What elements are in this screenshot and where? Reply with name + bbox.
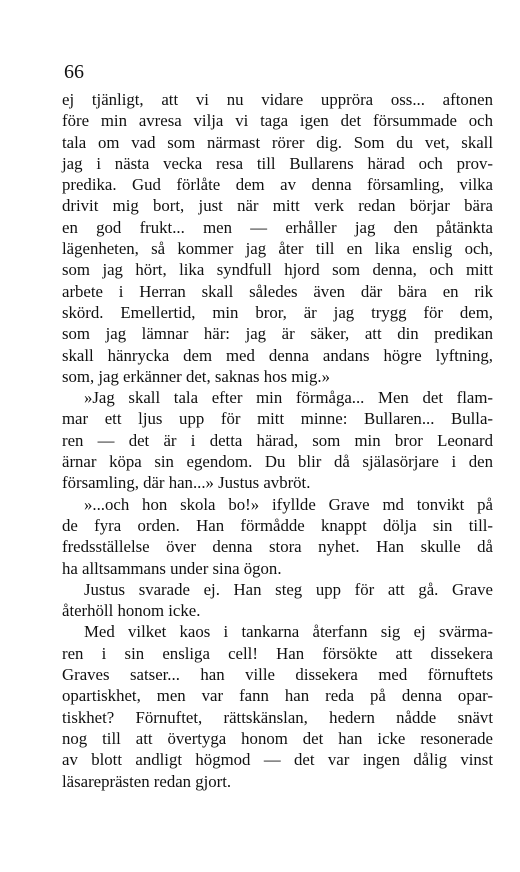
paragraph-2 (62, 387, 493, 493)
paragraph-4 (62, 579, 493, 622)
text-line: Graves satser... han ville dissekera med förnuftets (62, 665, 493, 685)
text-line: läsareprästen redan gjort. (62, 771, 232, 791)
text-line: före min avresa vilja vi taga igen det försummade och (62, 111, 493, 131)
text-line: av blott andligt högmod — det var ingen dålig vinst (62, 750, 493, 770)
text-line: Med vilket kaos i tankarna återfann sig ej svärma- (84, 622, 493, 642)
text-line: skall hänrycka dem med denna andans högre lyftning, (62, 345, 493, 365)
text-line: opartiskhet, men var fann han reda på denna opar- (62, 686, 493, 706)
text-line: lägenheten, så kommer jag åter till en lika enslig och, (62, 239, 493, 259)
paragraph-1 (62, 89, 493, 387)
text-line: som jag lämnar här: jag är säker, att din predikan (62, 324, 493, 344)
text-line: »Jag skall tala efter min förmåga... Men det flam- (84, 388, 493, 408)
text-line: tala om vad som närmast rörer dig. Som du vet, skall (62, 132, 493, 152)
text-line: församling, där han...» Justus avbröt. (62, 473, 311, 493)
text-line: som, jag erkänner det, saknas hos mig.» (62, 366, 330, 386)
text-line: ren i sin ensliga cell! Han försökte att dissekera (62, 643, 493, 663)
text-line: ha alltsammans under sina ögon. (62, 558, 282, 578)
text-line: som jag hört, lika syndfull hjord som denna, och mitt (62, 260, 493, 280)
text-line: tiskhet? Förnuftet, rättskänslan, hedern nådde snävt (62, 707, 493, 727)
text-line: fredsställelse över denna stora nyhet. Han skulle då (62, 537, 493, 557)
text-line: arbete i Herran skall således även där bära en rik (62, 281, 493, 301)
text-line: ärnar köpa sin egendom. Du blir då själasörjare i den (62, 452, 493, 472)
text-line: »...och hon skola bo!» ifyllde Grave md tonvikt på (84, 494, 493, 514)
text-line: de fyra orden. Han förmådde knappt dölja sin till- (62, 515, 493, 535)
text-line: jag i nästa vecka resa till Bullarens härad och prov- (62, 153, 493, 173)
text-line: ren — det är i detta härad, som min bror Leonard (62, 430, 493, 450)
text-line: mar ett ljus upp för mitt minne: Bullaren... Bulla- (62, 409, 493, 429)
text-line: en god frukt... men — erhåller jag den påtänkta (62, 217, 493, 237)
text-line: drivit mig bort, just när mitt verk redan börjar bära (62, 196, 493, 216)
body-text (62, 89, 493, 792)
text-line: predika. Gud förlåte dem av denna församling, vilka (62, 175, 493, 195)
page-number: 66 (64, 61, 84, 83)
text-line: skörd. Emellertid, min bror, är jag trygg för dem, (62, 302, 493, 322)
text-line: Justus svarade ej. Han steg upp för att gå. Grave (84, 579, 493, 599)
paragraph-3 (62, 494, 493, 579)
text-line: ej tjänligt, att vi nu vidare uppröra oss... aftonen (62, 90, 493, 109)
paragraph-5 (62, 621, 493, 791)
text-line: återhöll honom icke. (62, 601, 201, 621)
text-line: nog till att övertyga honom det han icke resonerade (62, 728, 493, 748)
